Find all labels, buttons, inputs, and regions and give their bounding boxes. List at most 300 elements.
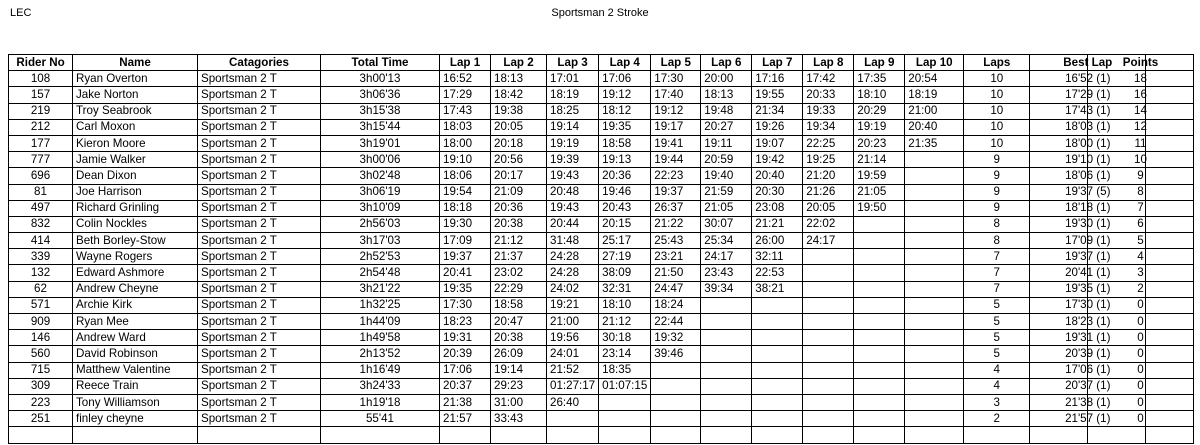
table-cell: Sportsman 2 T bbox=[198, 168, 321, 184]
table-cell bbox=[491, 427, 547, 443]
table-cell: Sportsman 2 T bbox=[198, 378, 321, 394]
table-cell: 19:48 bbox=[701, 103, 752, 119]
table-cell bbox=[547, 427, 599, 443]
table-cell: 19:25 bbox=[803, 152, 854, 168]
table-cell: 81 bbox=[9, 184, 73, 200]
table-cell: 7 bbox=[964, 281, 1030, 297]
table-cell: 27:19 bbox=[599, 249, 651, 265]
table-cell bbox=[651, 411, 701, 427]
table-cell: 18:42 bbox=[491, 87, 547, 103]
table-cell: 22:44 bbox=[651, 314, 701, 330]
table-cell: Sportsman 2 T bbox=[198, 249, 321, 265]
table-cell: Sportsman 2 T bbox=[198, 135, 321, 151]
table-cell: 23:08 bbox=[752, 200, 803, 216]
points-row bbox=[1088, 87, 1194, 103]
table-cell: 22:23 bbox=[651, 168, 701, 184]
table-cell: 19:12 bbox=[651, 103, 701, 119]
table-cell bbox=[701, 346, 752, 362]
table-cell: Beth Borley-Stow bbox=[73, 233, 198, 249]
table-cell: Sportsman 2 T bbox=[198, 119, 321, 135]
table-cell: 17:43 bbox=[440, 103, 491, 119]
table-cell bbox=[599, 411, 651, 427]
table-cell bbox=[752, 346, 803, 362]
table-row bbox=[9, 346, 1146, 362]
points-row bbox=[1088, 119, 1194, 135]
table-cell: 20:38 bbox=[491, 330, 547, 346]
table-cell: 21:52 bbox=[547, 362, 599, 378]
table-cell bbox=[651, 394, 701, 410]
points-row bbox=[1088, 71, 1194, 87]
table-cell: 1h49'58 bbox=[321, 330, 440, 346]
table-cell bbox=[905, 330, 964, 346]
table-cell: 18:13 bbox=[701, 87, 752, 103]
points-row bbox=[1088, 378, 1194, 394]
table-row bbox=[9, 411, 1146, 427]
table-cell bbox=[752, 330, 803, 346]
table-cell: 20:44 bbox=[547, 216, 599, 232]
table-cell: 5 bbox=[964, 330, 1030, 346]
table-row bbox=[9, 281, 1146, 297]
table-cell: 715 bbox=[9, 362, 73, 378]
table-cell: 212 bbox=[9, 119, 73, 135]
table-cell: 20:27 bbox=[701, 119, 752, 135]
table-cell bbox=[905, 216, 964, 232]
points-table bbox=[1087, 54, 1194, 444]
table-cell: 17'29 (1) bbox=[1030, 87, 1146, 103]
table-cell: 19:56 bbox=[547, 330, 599, 346]
table-cell: 19:11 bbox=[701, 135, 752, 151]
table-row bbox=[9, 297, 1146, 313]
table-cell: 497 bbox=[9, 200, 73, 216]
table-cell: 3h10'09 bbox=[321, 200, 440, 216]
table-cell bbox=[854, 249, 905, 265]
table-cell: 21:05 bbox=[701, 200, 752, 216]
table-cell: 19'37 (5) bbox=[1030, 184, 1146, 200]
table-cell: 909 bbox=[9, 314, 73, 330]
table-cell bbox=[701, 362, 752, 378]
column-header: Lap 3 bbox=[547, 55, 599, 71]
table-cell: 19:43 bbox=[547, 200, 599, 216]
table-cell: 20:56 bbox=[491, 152, 547, 168]
table-cell: 18:18 bbox=[440, 200, 491, 216]
table-cell: 26:09 bbox=[491, 346, 547, 362]
points-cell: 0 bbox=[1088, 346, 1194, 362]
table-cell: 8 bbox=[964, 233, 1030, 249]
table-cell: 2h52'53 bbox=[321, 249, 440, 265]
table-cell bbox=[752, 378, 803, 394]
table-cell: 21:21 bbox=[752, 216, 803, 232]
table-cell bbox=[854, 378, 905, 394]
table-cell: finley cheyne bbox=[73, 411, 198, 427]
table-cell: 19:41 bbox=[651, 135, 701, 151]
table-cell: 18:12 bbox=[599, 103, 651, 119]
column-header: Lap 1 bbox=[440, 55, 491, 71]
table-cell: 20:36 bbox=[599, 168, 651, 184]
table-cell: Sportsman 2 T bbox=[198, 152, 321, 168]
table-cell: 01:27:17 bbox=[547, 378, 599, 394]
table-cell bbox=[752, 297, 803, 313]
table-cell: 7 bbox=[964, 249, 1030, 265]
table-cell: 20:41 bbox=[440, 265, 491, 281]
points-row bbox=[1088, 346, 1194, 362]
table-cell: 2h56'03 bbox=[321, 216, 440, 232]
table-cell: 17:42 bbox=[803, 71, 854, 87]
table-cell bbox=[854, 281, 905, 297]
table-cell: 20:23 bbox=[854, 135, 905, 151]
points-row bbox=[1088, 427, 1194, 443]
table-cell: 18:06 bbox=[440, 168, 491, 184]
table-cell: 20:37 bbox=[440, 378, 491, 394]
table-cell bbox=[854, 330, 905, 346]
table-cell bbox=[854, 297, 905, 313]
points-cell: 0 bbox=[1088, 394, 1194, 410]
table-cell: 16:52 bbox=[440, 71, 491, 87]
points-cell: 2 bbox=[1088, 281, 1194, 297]
page-title: Sportsman 2 Stroke bbox=[551, 7, 649, 19]
table-cell: 19:21 bbox=[547, 297, 599, 313]
table-cell: 20'39 (1) bbox=[1030, 346, 1146, 362]
table-row bbox=[9, 378, 1146, 394]
table-cell bbox=[701, 314, 752, 330]
table-cell: 21:05 bbox=[854, 184, 905, 200]
table-row bbox=[9, 103, 1146, 119]
results-body bbox=[9, 71, 1146, 443]
table-cell: 18:03 bbox=[440, 119, 491, 135]
table-cell: Reece Train bbox=[73, 378, 198, 394]
table-cell: 22:29 bbox=[491, 281, 547, 297]
table-row bbox=[9, 330, 1146, 346]
table-row bbox=[9, 71, 1146, 87]
table-cell: 1h32'25 bbox=[321, 297, 440, 313]
results-header-row bbox=[9, 55, 1146, 71]
table-cell: 21:50 bbox=[651, 265, 701, 281]
table-cell: Sportsman 2 T bbox=[198, 281, 321, 297]
table-row bbox=[9, 184, 1146, 200]
points-cell: 4 bbox=[1088, 249, 1194, 265]
column-header: Catagories bbox=[198, 55, 321, 71]
points-row bbox=[1088, 233, 1194, 249]
table-cell: 3h00'13 bbox=[321, 71, 440, 87]
table-cell bbox=[905, 411, 964, 427]
table-cell bbox=[905, 233, 964, 249]
table-cell bbox=[599, 427, 651, 443]
table-cell: 3h21'22 bbox=[321, 281, 440, 297]
table-cell: 414 bbox=[9, 233, 73, 249]
table-cell: 22:02 bbox=[803, 216, 854, 232]
points-cell: 16 bbox=[1088, 87, 1194, 103]
table-cell: 19:33 bbox=[803, 103, 854, 119]
table-cell bbox=[905, 314, 964, 330]
table-cell: Sportsman 2 T bbox=[198, 297, 321, 313]
header-left-label: LEC bbox=[10, 7, 32, 19]
table-cell: 3 bbox=[964, 394, 1030, 410]
table-cell bbox=[701, 378, 752, 394]
table-row bbox=[9, 168, 1146, 184]
table-cell: 19:13 bbox=[599, 152, 651, 168]
table-cell: 10 bbox=[964, 135, 1030, 151]
table-cell: 2 bbox=[964, 411, 1030, 427]
table-cell bbox=[905, 152, 964, 168]
table-cell: 26:40 bbox=[547, 394, 599, 410]
table-cell: 20'41 (1) bbox=[1030, 265, 1146, 281]
table-cell: 19'10 (1) bbox=[1030, 152, 1146, 168]
table-row bbox=[9, 119, 1146, 135]
table-cell: 17'30 (1) bbox=[1030, 297, 1146, 313]
table-row bbox=[9, 394, 1146, 410]
table-cell: 19:26 bbox=[752, 119, 803, 135]
table-cell: 3h06'19 bbox=[321, 184, 440, 200]
table-cell: 17:35 bbox=[854, 71, 905, 87]
table-cell: 10 bbox=[964, 103, 1030, 119]
table-cell: 19'35 (1) bbox=[1030, 281, 1146, 297]
table-cell: 18:19 bbox=[905, 87, 964, 103]
table-row bbox=[9, 152, 1146, 168]
table-cell bbox=[599, 394, 651, 410]
table-cell: 32:31 bbox=[599, 281, 651, 297]
table-cell: 20:59 bbox=[701, 152, 752, 168]
table-cell bbox=[803, 378, 854, 394]
table-cell: Sportsman 2 T bbox=[198, 200, 321, 216]
table-cell: 19:10 bbox=[440, 152, 491, 168]
table-cell bbox=[854, 346, 905, 362]
table-cell: 223 bbox=[9, 394, 73, 410]
table-cell: 26:37 bbox=[651, 200, 701, 216]
table-cell bbox=[803, 346, 854, 362]
table-cell: 30:07 bbox=[701, 216, 752, 232]
table-cell: 9 bbox=[964, 152, 1030, 168]
table-cell bbox=[905, 394, 964, 410]
points-row bbox=[1088, 362, 1194, 378]
table-cell: 9 bbox=[964, 168, 1030, 184]
table-cell: Sportsman 2 T bbox=[198, 216, 321, 232]
table-cell bbox=[440, 427, 491, 443]
table-cell: 19:19 bbox=[547, 135, 599, 151]
table-cell: 5 bbox=[964, 297, 1030, 313]
table-row bbox=[9, 200, 1146, 216]
table-cell: 3h15'38 bbox=[321, 103, 440, 119]
table-cell: 17:30 bbox=[440, 297, 491, 313]
table-cell: 19:37 bbox=[651, 184, 701, 200]
table-cell bbox=[73, 427, 198, 443]
table-cell: Dean Dixon bbox=[73, 168, 198, 184]
table-cell: 560 bbox=[9, 346, 73, 362]
table-cell bbox=[854, 265, 905, 281]
table-cell: Tony Williamson bbox=[73, 394, 198, 410]
column-header: Best Lap bbox=[1030, 55, 1146, 71]
table-cell bbox=[803, 411, 854, 427]
table-cell: 132 bbox=[9, 265, 73, 281]
points-cell: 9 bbox=[1088, 168, 1194, 184]
table-cell: 10 bbox=[964, 119, 1030, 135]
table-cell: 18:10 bbox=[854, 87, 905, 103]
table-cell bbox=[803, 265, 854, 281]
table-cell: Sportsman 2 T bbox=[198, 184, 321, 200]
table-cell: 19:12 bbox=[599, 87, 651, 103]
table-cell: 251 bbox=[9, 411, 73, 427]
column-header: Lap 9 bbox=[854, 55, 905, 71]
table-cell: Richard Grinling bbox=[73, 200, 198, 216]
table-row bbox=[9, 362, 1146, 378]
table-cell: 19:31 bbox=[440, 330, 491, 346]
table-cell: 20:18 bbox=[491, 135, 547, 151]
table-cell: 10 bbox=[964, 71, 1030, 87]
table-cell: 32:11 bbox=[752, 249, 803, 265]
table-cell: 17:09 bbox=[440, 233, 491, 249]
points-row bbox=[1088, 314, 1194, 330]
table-cell: 20:47 bbox=[491, 314, 547, 330]
table-cell bbox=[752, 427, 803, 443]
table-cell: 17'09 (1) bbox=[1030, 233, 1146, 249]
table-cell: 01:07:15 bbox=[599, 378, 651, 394]
table-cell bbox=[854, 411, 905, 427]
table-cell: 19:35 bbox=[599, 119, 651, 135]
table-cell: 19:40 bbox=[701, 168, 752, 184]
table-cell: 19:39 bbox=[547, 152, 599, 168]
table-cell bbox=[905, 249, 964, 265]
table-cell: 21:12 bbox=[599, 314, 651, 330]
table-cell bbox=[803, 394, 854, 410]
table-cell: 18:25 bbox=[547, 103, 599, 119]
table-cell: 19:34 bbox=[803, 119, 854, 135]
points-cell: 12 bbox=[1088, 119, 1194, 135]
table-cell: Sportsman 2 T bbox=[198, 103, 321, 119]
table-cell: 38:21 bbox=[752, 281, 803, 297]
table-cell: 20:17 bbox=[491, 168, 547, 184]
table-cell: 21:20 bbox=[803, 168, 854, 184]
table-cell: Sportsman 2 T bbox=[198, 265, 321, 281]
table-cell: 18'03 (1) bbox=[1030, 119, 1146, 135]
table-cell: Colin Nockles bbox=[73, 216, 198, 232]
table-cell: 22:25 bbox=[803, 135, 854, 151]
table-cell: 19:59 bbox=[854, 168, 905, 184]
table-cell bbox=[803, 330, 854, 346]
results-table bbox=[8, 54, 1146, 444]
table-cell: 18:13 bbox=[491, 71, 547, 87]
column-header: Lap 7 bbox=[752, 55, 803, 71]
table-cell: 19:50 bbox=[854, 200, 905, 216]
table-cell: 24:02 bbox=[547, 281, 599, 297]
table-cell: 3h00'06 bbox=[321, 152, 440, 168]
table-cell: 4 bbox=[964, 362, 1030, 378]
table-cell: 3h06'36 bbox=[321, 87, 440, 103]
table-cell: 157 bbox=[9, 87, 73, 103]
table-cell: 24:28 bbox=[547, 249, 599, 265]
table-cell: 22:53 bbox=[752, 265, 803, 281]
table-cell: 777 bbox=[9, 152, 73, 168]
table-cell: 339 bbox=[9, 249, 73, 265]
points-row bbox=[1088, 168, 1194, 184]
points-cell bbox=[1088, 427, 1194, 443]
points-cell: 3 bbox=[1088, 265, 1194, 281]
table-cell: 24:17 bbox=[803, 233, 854, 249]
table-cell: 18'18 (1) bbox=[1030, 200, 1146, 216]
points-row bbox=[1088, 103, 1194, 119]
column-header: Rider No bbox=[9, 55, 73, 71]
table-cell: 19:19 bbox=[854, 119, 905, 135]
table-cell: Sportsman 2 T bbox=[198, 362, 321, 378]
table-cell: 21:22 bbox=[651, 216, 701, 232]
table-cell: Carl Moxon bbox=[73, 119, 198, 135]
table-cell: 19:14 bbox=[547, 119, 599, 135]
table-cell: 20:33 bbox=[803, 87, 854, 103]
table-cell: 18'06 (1) bbox=[1030, 168, 1146, 184]
table-cell: 7 bbox=[964, 265, 1030, 281]
table-cell bbox=[752, 394, 803, 410]
table-cell: Jamie Walker bbox=[73, 152, 198, 168]
table-cell: 571 bbox=[9, 297, 73, 313]
table-cell: 20:00 bbox=[701, 71, 752, 87]
table-cell: 2h13'52 bbox=[321, 346, 440, 362]
table-cell: 18:24 bbox=[651, 297, 701, 313]
table-cell: 17:29 bbox=[440, 87, 491, 103]
table-cell: Archie Kirk bbox=[73, 297, 198, 313]
table-cell: Sportsman 2 T bbox=[198, 87, 321, 103]
table-cell: 18'00 (1) bbox=[1030, 135, 1146, 151]
table-cell: 19:14 bbox=[491, 362, 547, 378]
table-cell: 832 bbox=[9, 216, 73, 232]
points-cell: 6 bbox=[1088, 216, 1194, 232]
column-header: Lap 2 bbox=[491, 55, 547, 71]
table-cell bbox=[854, 362, 905, 378]
table-cell: 20:43 bbox=[599, 200, 651, 216]
table-cell: 219 bbox=[9, 103, 73, 119]
table-cell: 20:36 bbox=[491, 200, 547, 216]
table-cell: Sportsman 2 T bbox=[198, 411, 321, 427]
table-cell: Troy Seabrook bbox=[73, 103, 198, 119]
table-cell: 16'52 (1) bbox=[1030, 71, 1146, 87]
table-cell: 38:09 bbox=[599, 265, 651, 281]
table-cell: 21:09 bbox=[491, 184, 547, 200]
table-cell bbox=[752, 314, 803, 330]
table-cell: Sportsman 2 T bbox=[198, 330, 321, 346]
table-cell bbox=[854, 216, 905, 232]
points-row bbox=[1088, 184, 1194, 200]
table-cell: 23:02 bbox=[491, 265, 547, 281]
points-cell: 18 bbox=[1088, 71, 1194, 87]
table-cell: 19:30 bbox=[440, 216, 491, 232]
table-cell bbox=[651, 362, 701, 378]
table-cell: 23:21 bbox=[651, 249, 701, 265]
table-cell: 18:58 bbox=[599, 135, 651, 151]
table-cell: Sportsman 2 T bbox=[198, 394, 321, 410]
table-row bbox=[9, 216, 1146, 232]
points-row bbox=[1088, 297, 1194, 313]
table-cell: 23:14 bbox=[599, 346, 651, 362]
points-cell: 0 bbox=[1088, 330, 1194, 346]
table-cell: Ryan Mee bbox=[73, 314, 198, 330]
table-cell: 177 bbox=[9, 135, 73, 151]
points-cell: 0 bbox=[1088, 378, 1194, 394]
table-cell bbox=[701, 411, 752, 427]
table-cell: 19:46 bbox=[599, 184, 651, 200]
table-cell: 21:38 bbox=[440, 394, 491, 410]
points-row bbox=[1088, 249, 1194, 265]
table-cell: 2h54'48 bbox=[321, 265, 440, 281]
table-cell: 24:47 bbox=[651, 281, 701, 297]
table-cell: Sportsman 2 T bbox=[198, 314, 321, 330]
table-cell: 19'30 (1) bbox=[1030, 216, 1146, 232]
table-cell bbox=[198, 427, 321, 443]
table-cell: 24:28 bbox=[547, 265, 599, 281]
table-cell: 21:35 bbox=[905, 135, 964, 151]
table-cell bbox=[803, 314, 854, 330]
table-cell: 20:05 bbox=[803, 200, 854, 216]
table-cell: 3h17'03 bbox=[321, 233, 440, 249]
table-cell: 18:58 bbox=[491, 297, 547, 313]
table-cell: 39:46 bbox=[651, 346, 701, 362]
table-cell: 17:30 bbox=[651, 71, 701, 87]
table-cell: 17:01 bbox=[547, 71, 599, 87]
